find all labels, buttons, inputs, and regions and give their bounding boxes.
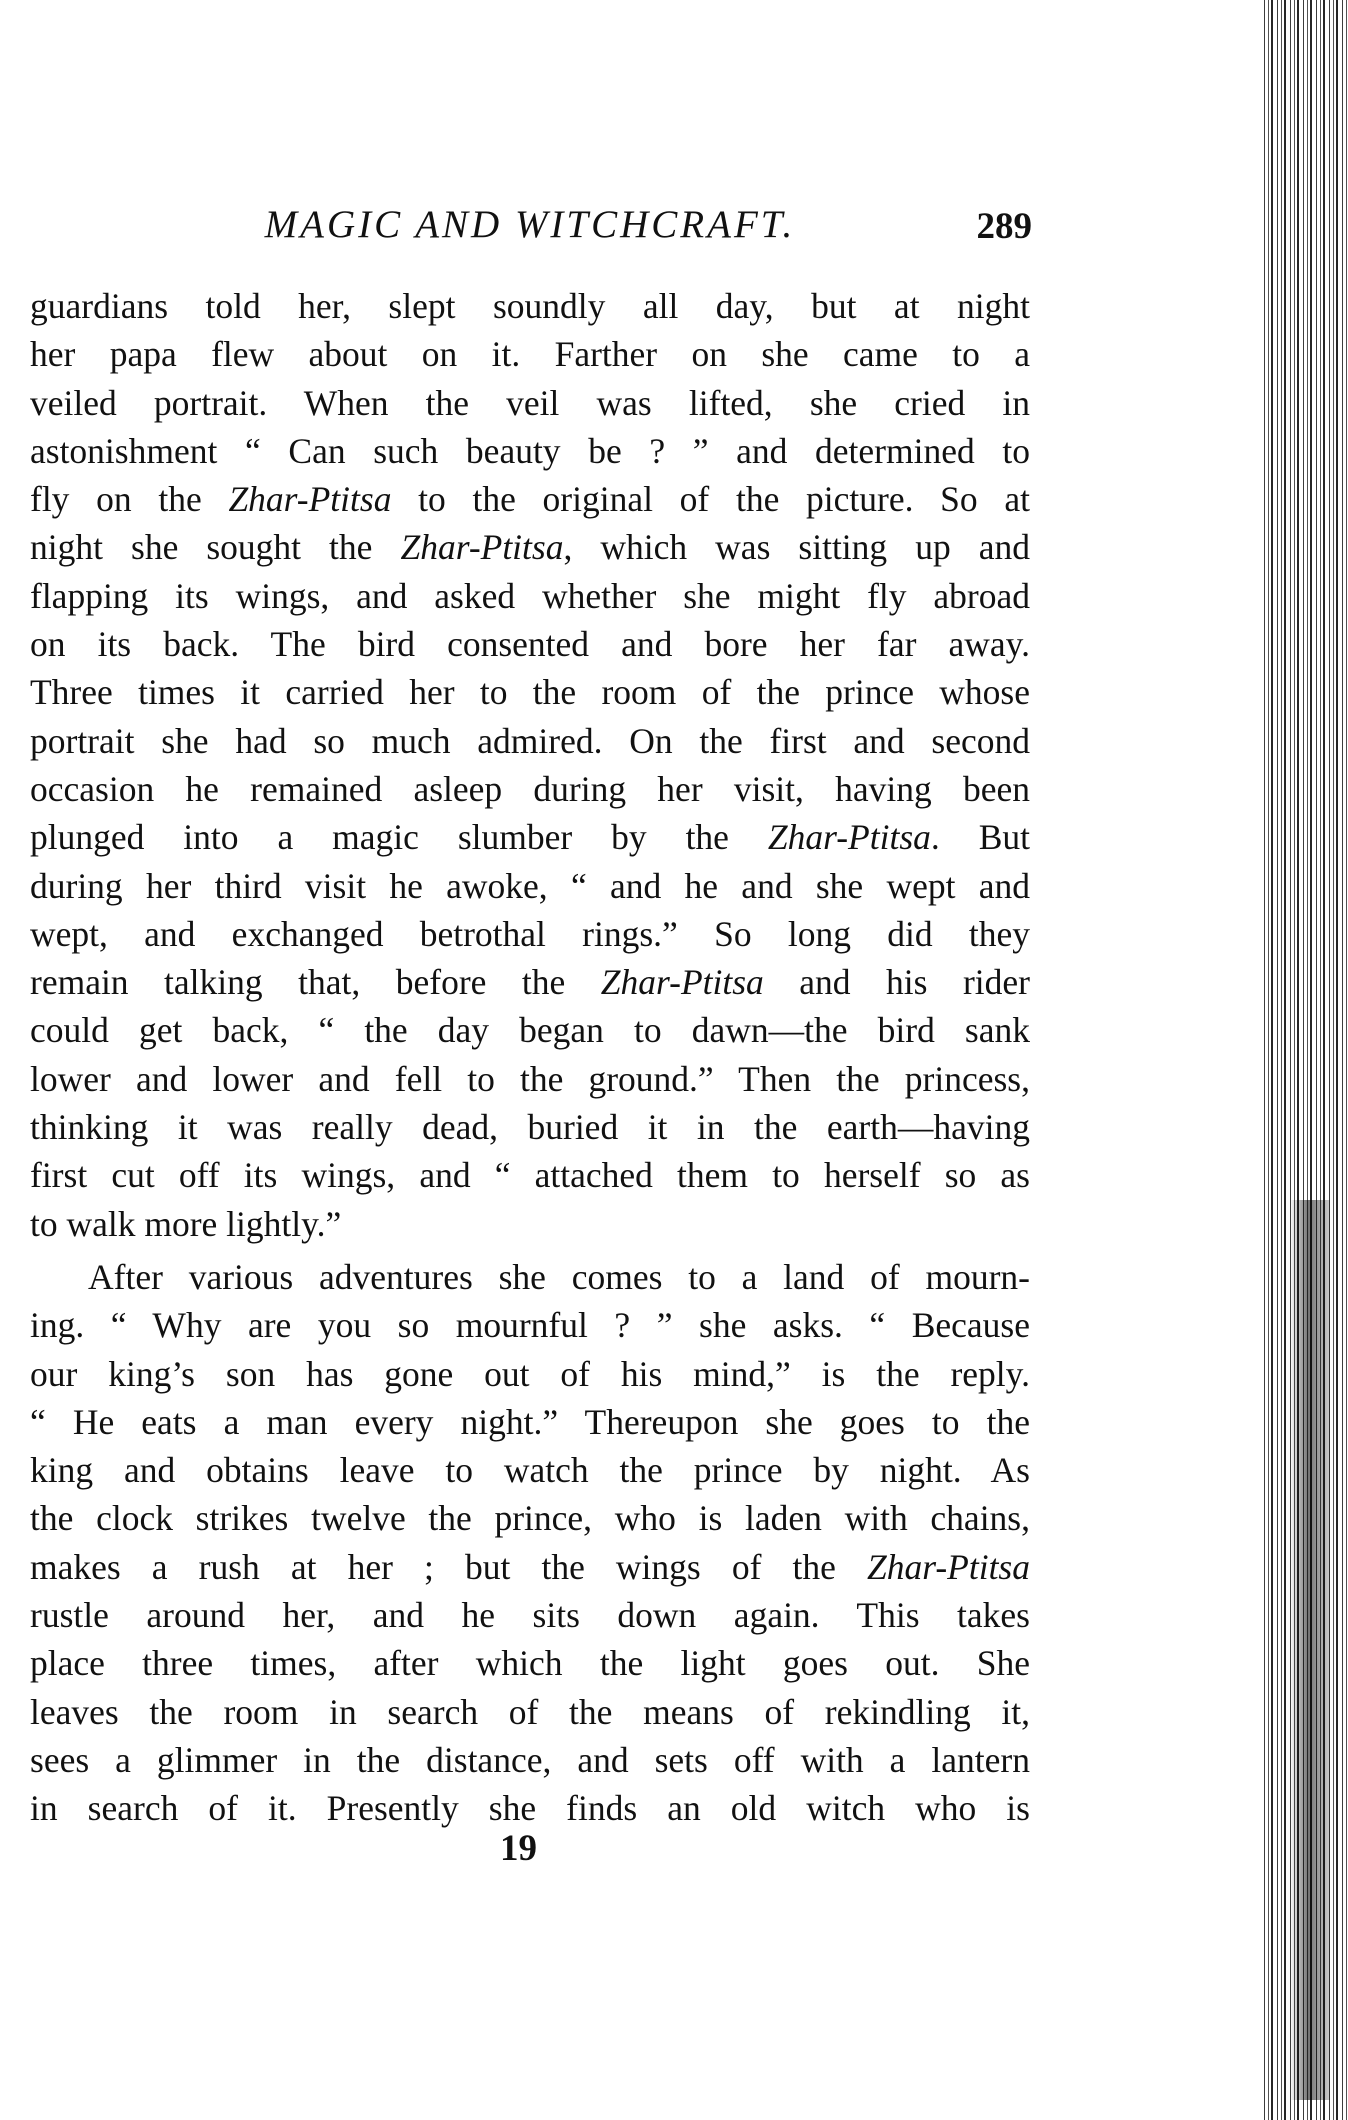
text-line: lower and lower and fell to the ground.” Then the princess, <box>30 1058 1030 1099</box>
text-line: portrait she had so much admired. On the first and second <box>30 720 1030 761</box>
body-text <box>30 282 1030 1833</box>
text-line: astonishment “ Can such beauty be ? ” and determined to <box>30 430 1030 471</box>
text-line: our king’s son has gone out of his mind,” is the reply. <box>30 1353 1030 1394</box>
text-line: Three times it carried her to the room of the prince whose <box>30 672 1030 713</box>
binding-shadow <box>1290 1200 1330 2100</box>
text-line: ing. “ Why are you so mournful ? ” she asks. “ Because <box>30 1305 1030 1346</box>
text-line: “ He eats a man every night.” Thereupon she goes to the <box>30 1401 1030 1442</box>
running-title: MAGIC AND WITCHCRAFT. <box>264 203 796 246</box>
text-line: fly on the Zhar-Ptitsa to the original of the picture. So at <box>30 479 1031 520</box>
text-line: her papa flew about on it. Farther on she came to a <box>30 334 1030 375</box>
text-line: in search of it. Presently she finds an old witch who is <box>30 1788 1030 1829</box>
text-line: guardians told her, slept soundly all day, but at night <box>30 286 1030 326</box>
text-line: veiled portrait. When the veil was lifted, she cried in <box>30 382 1030 423</box>
text-line: makes a rush at her ; but the wings of the Zhar-Ptitsa <box>30 1546 1030 1587</box>
text-line: could get back, “ the day began to dawn—the bird sank <box>30 1010 1030 1051</box>
text-line: occasion he remained asleep during her visit, having been <box>30 768 1030 809</box>
text-line: to walk more lightly.” <box>30 1203 342 1244</box>
text-line: during her third visit he awoke, “ and he and she wept and <box>30 865 1030 906</box>
text-line: remain talking that, before the Zhar-Ptitsa and his rider <box>30 962 1030 1003</box>
text-line: leaves the room in search of the means of rekindling it, <box>30 1691 1030 1732</box>
italic-name: Zhar-Ptitsa <box>600 962 764 1003</box>
italic-name: Zhar-Ptitsa <box>228 479 392 520</box>
text-line: the clock strikes twelve the prince, who is laden with chains, <box>30 1498 1030 1539</box>
text-line: thinking it was really dead, buried it in the earth—having <box>30 1107 1030 1148</box>
running-head <box>30 200 1030 250</box>
italic-name: Zhar-Ptitsa <box>400 527 564 568</box>
text-line: plunged into a magic slumber by the Zhar-Ptitsa. But <box>30 817 1030 858</box>
text-line: king and obtains leave to watch the prince by night. As <box>30 1450 1030 1491</box>
text-line: night she sought the Zhar-Ptitsa, which was sitting up and <box>30 527 1030 568</box>
italic-name: Zhar-Ptitsa <box>866 1546 1030 1587</box>
text-line: sees a glimmer in the distance, and sets off with a lantern <box>30 1739 1030 1780</box>
page-number: 289 <box>976 206 1032 247</box>
text-line: rustle around her, and he sits down again. This takes <box>30 1595 1030 1636</box>
italic-name: Zhar-Ptitsa <box>767 817 931 858</box>
text-line: first cut off its wings, and “ attached them to herself so as <box>30 1155 1030 1196</box>
text-line: place three times, after which the light goes out. She <box>30 1643 1030 1684</box>
text-line: After various adventures she comes to a land of mourn- <box>88 1256 1030 1297</box>
text-line: wept, and exchanged betrothal rings.” So long did they <box>30 913 1030 954</box>
text-line: flapping its wings, and asked whether she might fly abroad <box>30 575 1030 616</box>
signature-mark: 19 <box>500 1828 537 1869</box>
text-line: on its back. The bird consented and bore her far away. <box>30 624 1030 665</box>
